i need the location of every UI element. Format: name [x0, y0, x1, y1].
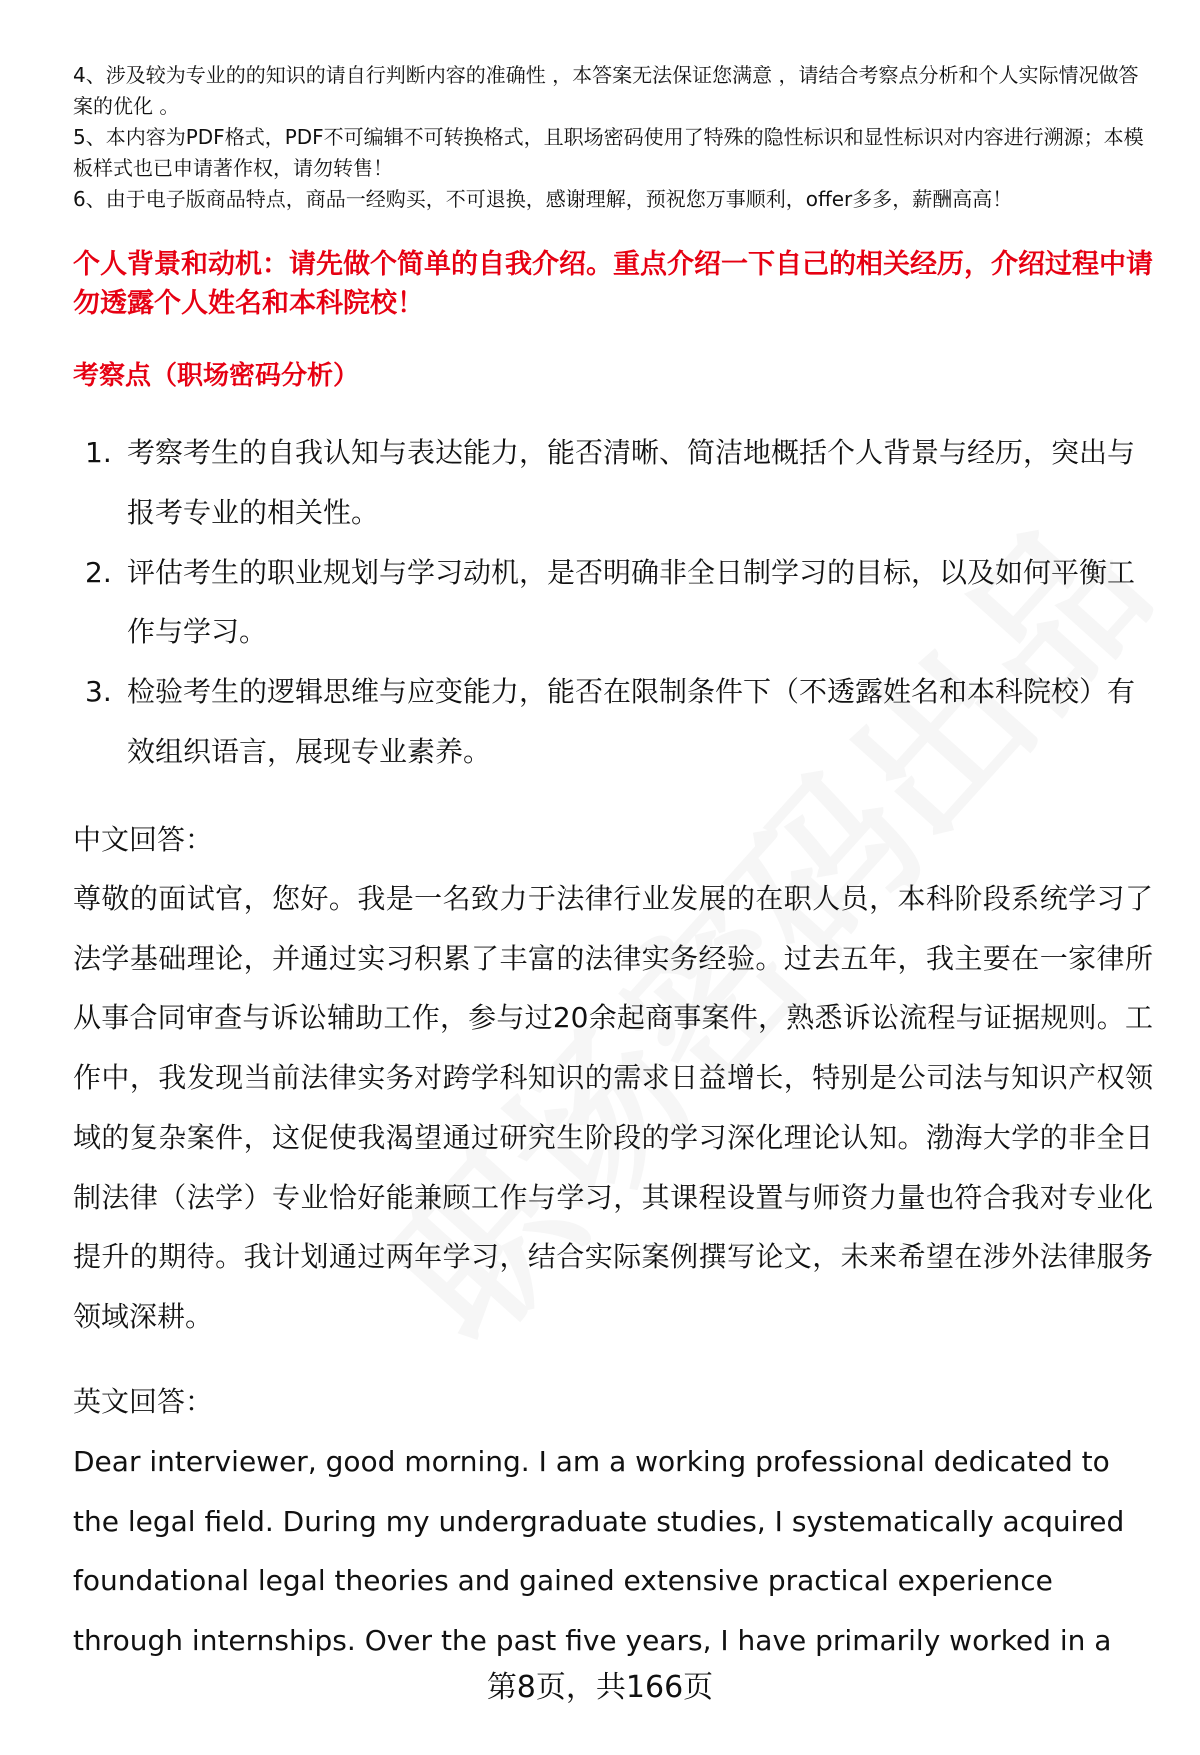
note-6: 6、由于电子版商品特点，商品一经购买，不可退换，感谢理解，预祝您万事顺利，offer多多，薪酬高高！	[73, 187, 1013, 211]
item-text: 评估考生的职业规划与学习动机，是否明确非全日制学习的目标，以及如何平衡工作与学习。	[127, 555, 1136, 649]
item-text: 考察考生的自我认知与表达能力，能否清晰、简洁地概括个人背景与经历，突出与报考专业的相关性。	[127, 436, 1136, 529]
english-answer-label: 英文回答：	[73, 1385, 214, 1418]
disclaimer-notes	[73, 60, 1153, 215]
item-number: 3.	[85, 675, 112, 709]
analysis-item	[85, 423, 1150, 543]
chinese-answer-label: 中文回答：	[73, 823, 214, 856]
question-heading: 个人背景和动机：请先做个简单的自我介绍。重点介绍一下自己的相关经历，介绍过程中请勿透露个人姓名和本科院校！	[73, 249, 1153, 319]
item-number: 1.	[85, 436, 112, 469]
page-number: 第8页，共166页	[486, 1670, 714, 1705]
item-number: 2.	[85, 555, 112, 589]
note-5: 5、本内容为PDF格式，PDF不可编辑不可转换格式，且职场密码使用了特殊的隐性标识和显性标识对内容进行溯源；本模板样式也已申请著作权，请勿转售！	[73, 125, 1144, 180]
analysis-item	[85, 543, 1150, 663]
english-answer: Dear interviewer, good morning. I am a working professional dedicated to the legal field. During my undergraduate studies, I systematically acquired foundational legal theories and gained extensive practical experience through internships. Over the past five years, I have primarily worked in a	[73, 1445, 1125, 1658]
note-4: 4、涉及较为专业的的知识的请自行判断内容的准确性 ，本答案无法保证您满意 ，请结合考察点分析和个人实际情况做答案的优化 。	[73, 63, 1139, 118]
analysis-title: 考察点（职场密码分析）	[73, 361, 360, 391]
chinese-answer: 尊敬的面试官，您好。我是一名致力于法律行业发展的在职人员，本科阶段系统学习了法学基础理论，并通过实习积累了丰富的法律实务经验。过去五年，我主要在一家律所从事合同审查与诉讼辅助工作，参与过20余起商事案件，熟悉诉讼流程与证据规则。工作中，我发现当前法律实务对跨学科知识的需求日益增长，特别是公司法与知识产权领域的复杂案件，这促使我渴望通过研究生阶段的学习深化理论认知。渤海大学的非全日制法律（法学）专业恰好能兼顾工作与学习，其课程设置与师资力量也符合我对专业化提升的期待。我计划通过两年学习，结合实际案例撰写论文，未来希望在涉外法律服务领域深耕。	[73, 882, 1153, 1333]
item-text: 检验考生的逻辑思维与应变能力，能否在限制条件下（不透露姓名和本科院校）有效组织语言，展现专业素养。	[127, 675, 1136, 768]
analysis-item	[85, 662, 1150, 782]
analysis-list	[85, 423, 1150, 782]
